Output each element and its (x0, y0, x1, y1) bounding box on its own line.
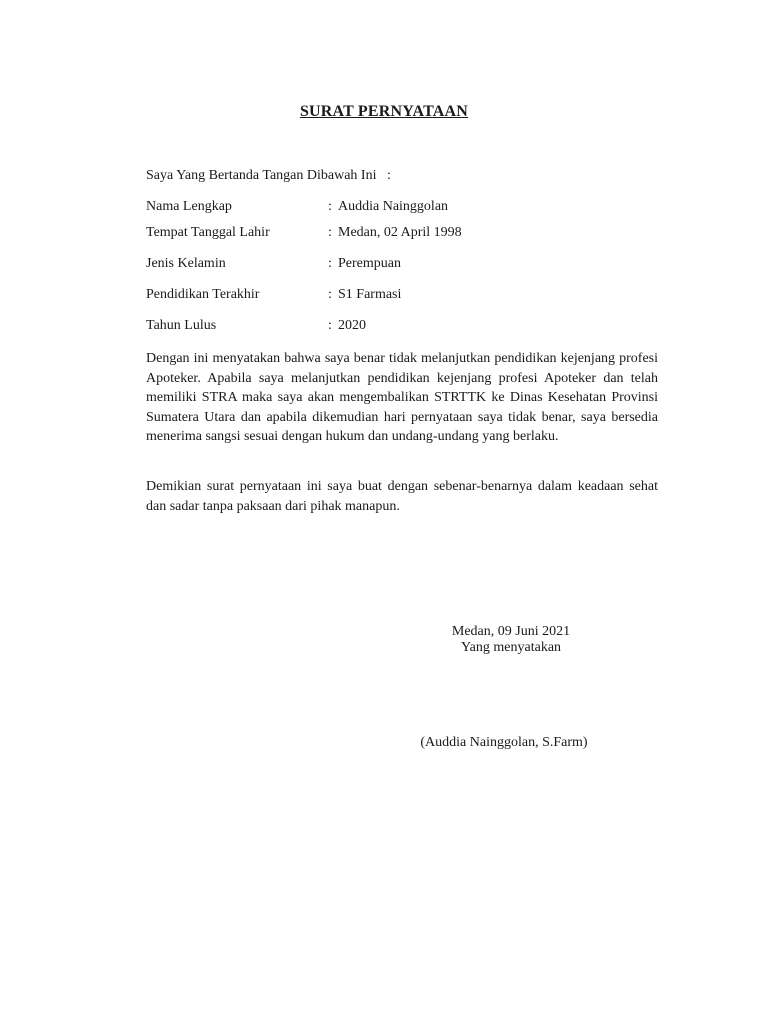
closing-paragraph: Demikian surat pernyataan ini saya buat dengan sebenar-benarnya dalam keadaan sehat dan sadar tanpa paksaan dari pihak manapun. (146, 479, 658, 514)
field-value: Auddia Nainggolan (338, 199, 449, 214)
field-value: 2020 (338, 318, 366, 333)
field-value: Perempuan (338, 256, 401, 271)
field-label: Tahun Lulus (146, 318, 217, 333)
field-separator: : (328, 287, 332, 302)
signature-name: (Auddia Nainggolan, S.Farm) (420, 735, 588, 750)
signature-statement: Yang menyatakan (460, 640, 562, 655)
field-value: S1 Farmasi (338, 287, 402, 302)
signature-place-date: Medan, 09 Juni 2021 (451, 624, 571, 639)
statement-paragraph: Dengan ini menyatakan bahwa saya benar tidak melanjutkan pendidikan kejenjang profesi Apoteker. Apabila saya melanjutkan pendidikan kejenjang profesi Apoteker dan telah memiliki STRA maka saya akan mengembalikan STRTTK ke Dinas Kesehatan Provinsi Sumatera Utara dan apabila dikemudian hari pernyataan saya tidak benar, saya bersedia menerima sangsi sesuai dengan hukum dan undang-undang yang berlaku. (146, 351, 658, 445)
field-separator: : (328, 318, 332, 333)
field-label: Nama Lengkap (146, 199, 232, 214)
intro-line: Saya Yang Bertanda Tangan Dibawah Ini : (146, 168, 391, 183)
field-label: Pendidikan Terakhir (146, 287, 260, 302)
document-title: SURAT PERNYATAAN (299, 103, 469, 120)
field-separator: : (328, 256, 332, 271)
field-separator: : (328, 199, 332, 214)
field-value: Medan, 02 April 1998 (338, 225, 462, 240)
field-label: Jenis Kelamin (146, 256, 226, 271)
field-label: Tempat Tanggal Lahir (146, 225, 270, 240)
field-separator: : (328, 225, 332, 240)
